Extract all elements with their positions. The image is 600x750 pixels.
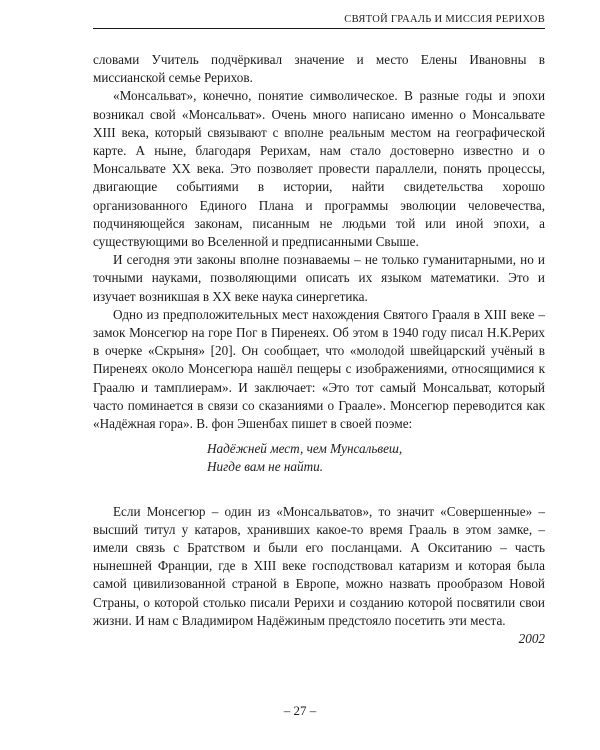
poem-line: Нигде вам не найти.: [207, 459, 324, 475]
paragraph-laws: И сегодня эти законы вполне познаваемы – не только гуманитарными, но и точными науками, позволяющими описать их языком математики. Это и изучает возникшая в XX веке наука синергетика.: [93, 252, 545, 304]
date-signature: 2002: [518, 631, 545, 647]
poem-line: Надёжней мест, чем Мунсальвеш,: [207, 441, 403, 457]
paragraph-monsalvat: «Монсальват», конечно, понятие символическое. В разные годы и эпохи возникал свой «Монсальват». Очень много написано именно о Монсальвате XIII века, который связывают с вполне реальным местом на географической карте. А ныне, благодаря Рерихам, нам стало достоверно известно и о Монсальвате XX века. Это позволяет провести параллели, понять процессы, двигающие событиями в истории, найти свидетельства хорошо организованного Единого Плана и программы эволюции человечества, подчиняющейся законам, писанным не людьми той или иной эпохи, а существующими во Вселенной и предписанными Свыше.: [93, 88, 545, 250]
poem-quote: [207, 440, 545, 476]
body-text: [93, 51, 545, 648]
paragraph-continuation: словами Учитель подчёркивал значение и место Елены Ивановны в миссианской семье Рерихов.: [93, 52, 545, 86]
paragraph-occitania: Если Монсегюр – один из «Монсальватов», то значит «Совершенные» – высший титул у катаров, хранивших какое-то время Грааль в этом замке, – имели связь с Братством и были его посланцами. А Окситанию – часть нынешней Франции, где в XIII веке господствовал катаризм и которая была самой цивилизованной страной в Европе, можно назвать прообразом Новой Страны, о которой столько писали Рерихи и созданию которой посвятили свои жизни. И нам с Владимиром Надёжиным предстояло посетить эти места.: [93, 503, 545, 628]
running-head: СВЯТОЙ ГРААЛЬ И МИССИЯ РЕРИХОВ: [93, 14, 545, 29]
paragraph-montsegur: Одно из предположительных мест нахождения Святого Грааля в XIII веке – замок Монсегюр на горе Пог в Пиренеях. Об этом в 1940 году писал Н.К.Рерих в очерке «Скрыня» [20]. Он сообщает, что «молодой швейцарский учёный в Пиренеях около Монсегюра нашёл пещеры с изображениями, относящимися к Граалю и тамплиерам». И заключает: «Это тот самый Монсальват, который часто поминается в связи со сказаниями о Граале». Монсегюр переводится как «Надёжная гора». В. фон Эшенбах пишет в своей поэме:: [93, 306, 545, 432]
page-number: – 27 –: [283, 703, 317, 718]
